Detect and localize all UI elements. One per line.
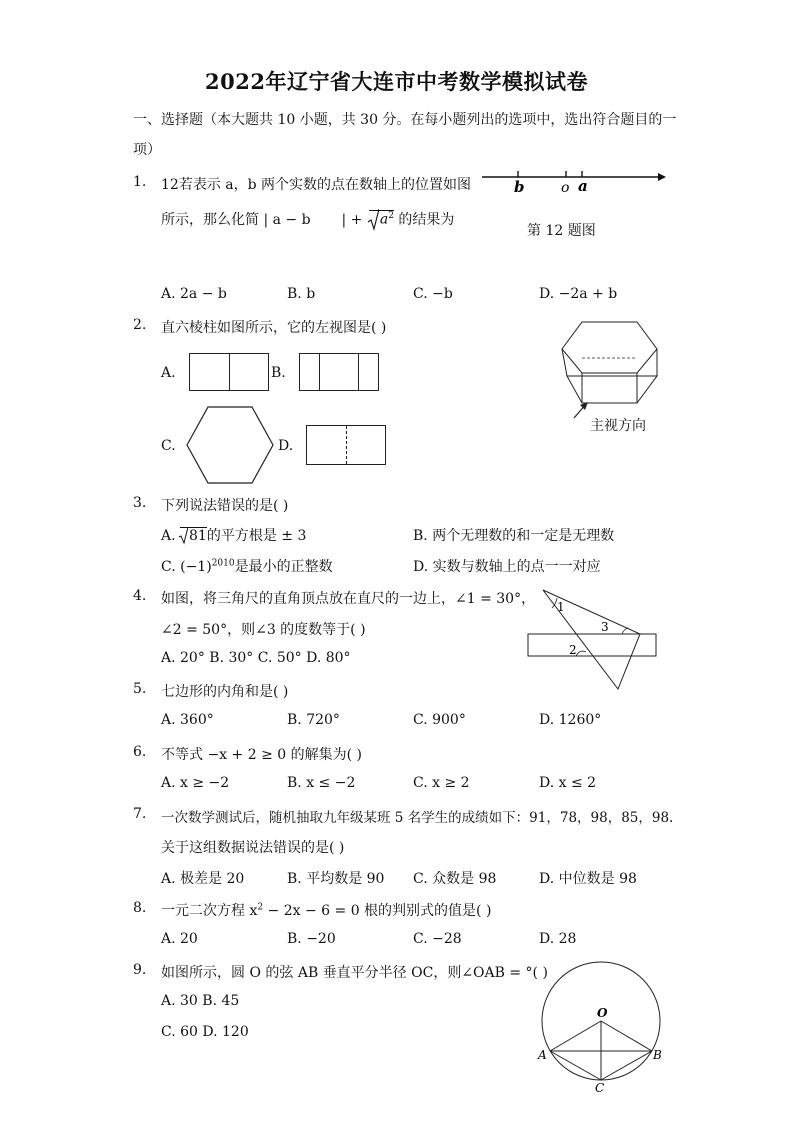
q3-sqrt <box>180 527 207 544</box>
q1-number: 1. <box>133 174 147 190</box>
q8-text-prefix: 一元二次方程 x <box>161 903 258 919</box>
q7-option-b[interactable]: B. 平均数是 90 <box>287 871 385 887</box>
q3-option-c-label: C. (−1) <box>161 559 212 575</box>
q1-number-line-figure <box>478 165 668 195</box>
q4-number: 4. <box>133 588 147 604</box>
point-c-label: C <box>595 1081 605 1095</box>
q8-option-a[interactable]: A. 20 <box>161 931 198 947</box>
q1-option-b[interactable]: B. b <box>287 286 316 302</box>
point-a-label: A <box>538 1048 547 1062</box>
q2-option-b-label[interactable]: B. <box>271 365 286 381</box>
q3-text: 下列说法错误的是( ) <box>161 498 289 514</box>
q1-plus: | + <box>341 212 367 228</box>
q6-text: 不等式 −x + 2 ≥ 0 的解集为( ) <box>161 747 362 763</box>
q3-option-d[interactable]: D. 实数与数轴上的点一一对应 <box>413 559 601 575</box>
q3-option-a[interactable] <box>161 525 306 545</box>
q2-option-b-figure[interactable] <box>299 353 379 391</box>
q8-text <box>161 900 491 920</box>
q4-ruler-triangle-figure <box>526 586 662 694</box>
q2-option-c-hexagon[interactable] <box>184 405 276 485</box>
point-b-label: B <box>653 1048 662 1062</box>
q9-circle-figure <box>534 958 670 1096</box>
q9-options-row1[interactable]: A. 30 B. 45 <box>161 993 240 1009</box>
radical-sign-icon <box>178 527 188 545</box>
q8-number: 8. <box>133 900 147 916</box>
q7-text-line2: 关于这组数据说法错误的是( ) <box>161 840 345 856</box>
q6-option-b[interactable]: B. x ≤ −2 <box>287 775 356 791</box>
radical-sign-icon <box>367 209 379 231</box>
q2-number: 2. <box>133 317 147 333</box>
q5-option-d[interactable]: D. 1260° <box>539 712 602 728</box>
q1-option-d[interactable]: D. −2a + b <box>539 286 618 302</box>
q5-option-a[interactable]: A. 360° <box>161 712 214 728</box>
q3-sqrt-arg: 81 <box>189 528 207 544</box>
q6-number: 6. <box>133 744 147 760</box>
q8-option-c[interactable]: C. −28 <box>413 931 462 947</box>
q3-option-c-text: 是最小的正整数 <box>234 559 333 575</box>
label-o: o <box>561 180 570 195</box>
q5-text: 七边形的内角和是( ) <box>161 684 289 700</box>
q3-option-a-text: 的平方根是 ± 3 <box>206 528 307 544</box>
q8-text-suffix: − 2x − 6 = 0 根的判别式的值是( ) <box>263 903 492 919</box>
q8-exponent: 2 <box>257 902 264 913</box>
q1-text-line2 <box>161 209 454 229</box>
q5-option-c[interactable]: C. 900° <box>413 712 466 728</box>
q2-option-a-figure[interactable] <box>189 353 269 391</box>
q7-option-a[interactable]: A. 极差是 20 <box>161 871 245 887</box>
page-title: 2022年辽宁省大连市中考数学模拟试卷 <box>205 69 588 94</box>
point-o-label: O <box>597 1006 608 1020</box>
q1-text-line1: 12若表示 a，b 两个实数的点在数轴上的位置如图 <box>161 177 472 193</box>
q5-option-b[interactable]: B. 720° <box>287 712 340 728</box>
q9-number: 9. <box>133 962 147 978</box>
section-header-line2: 项） <box>133 142 161 158</box>
label-b: b <box>514 178 525 195</box>
angle-1-label: 1 <box>557 600 565 614</box>
q6-option-d[interactable]: D. x ≤ 2 <box>539 775 597 791</box>
q7-number: 7. <box>133 806 147 822</box>
q5-number: 5. <box>133 681 147 697</box>
angle-3-label: 3 <box>601 620 609 634</box>
q7-option-c[interactable]: C. 众数是 98 <box>413 871 497 887</box>
q7-text-line1: 一次数学测试后，随机抽取九年级某班 5 名学生的成绩如下：91，78，98，85，98. <box>161 810 674 826</box>
q3-number: 3. <box>133 495 147 511</box>
q1-option-c[interactable]: C. −b <box>413 286 453 302</box>
q1-sqrt-arg: a <box>379 212 389 228</box>
q1-figure-caption: 第 12 题图 <box>527 223 596 239</box>
section-header-line1: 一、选择题（本大题共 10 小题，共 30 分。在每小题列出的选项中，选出符合题目的一 <box>133 112 677 128</box>
q4-text-line2: ∠2 = 50°，则∠3 的度数等于( ) <box>161 622 366 638</box>
q2-text: 直六棱柱如图所示，它的左视图是( ) <box>161 320 387 336</box>
q6-option-a[interactable]: A. x ≥ −2 <box>161 775 230 791</box>
ruler <box>528 634 656 656</box>
q4-text-line1: 如图，将三角尺的直角顶点放在直尺的一边上，∠1 = 30°， <box>161 591 536 607</box>
q3-option-c-exp: 2010 <box>211 558 235 569</box>
q6-option-c[interactable]: C. x ≥ 2 <box>413 775 470 791</box>
q3-option-a-label: A. <box>161 528 181 544</box>
q2-option-d-label[interactable]: D. <box>278 438 294 454</box>
q8-option-d[interactable]: D. 28 <box>539 931 577 947</box>
q8-option-b[interactable]: B. −20 <box>287 931 336 947</box>
q2-option-c-label[interactable]: C. <box>161 438 176 454</box>
q7-option-d[interactable]: D. 中位数是 98 <box>539 871 637 887</box>
q9-options-row2[interactable]: C. 60 D. 120 <box>161 1024 249 1040</box>
q9-text: 如图所示，圆 O 的弦 AB 垂直平分半径 OC，则∠OAB = °( ) <box>161 965 548 981</box>
label-a: a <box>578 177 588 195</box>
q1-tail: 的结果为 <box>398 212 455 228</box>
q1-option-a[interactable]: A. 2a − b <box>161 286 227 302</box>
q1-sqrt-exp: 2 <box>388 211 394 222</box>
q2-option-d-figure[interactable] <box>306 425 386 465</box>
q2-option-a-label[interactable]: A. <box>161 365 176 381</box>
arrow-head-icon <box>658 173 666 181</box>
q4-options[interactable]: A. 20° B. 30° C. 50° D. 80° <box>161 650 351 666</box>
q2-figure-caption: 主视方向 <box>590 418 646 434</box>
angle-2-label: 2 <box>569 643 577 657</box>
q3-option-c[interactable] <box>161 556 333 576</box>
q3-option-b[interactable]: B. 两个无理数的和一定是无理数 <box>413 528 615 544</box>
q1-abs-expr: 所示，那么化简 | a − b <box>161 212 311 228</box>
q1-sqrt <box>369 210 394 228</box>
